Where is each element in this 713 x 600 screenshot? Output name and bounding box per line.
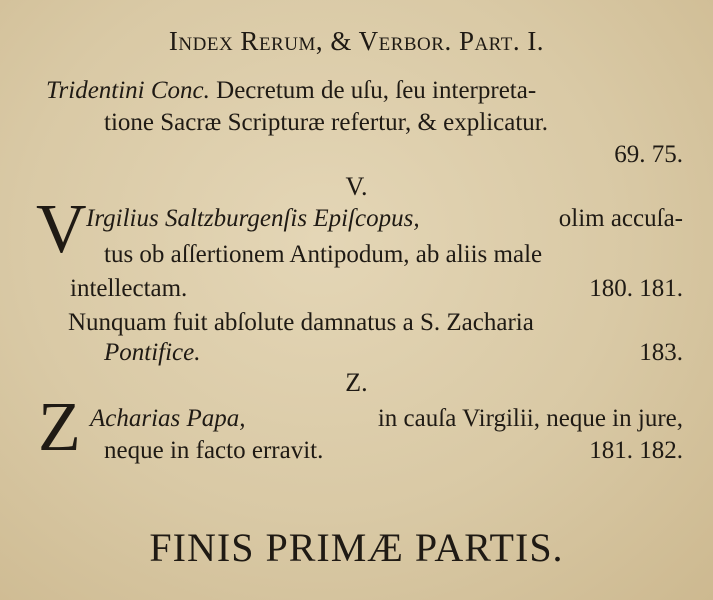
index-entry-virgilius-line2: tus ob aſſertionem Antipodum, ab aliis male — [104, 241, 543, 268]
index-entry-zacharias-line2: neque in facto erravit. — [104, 437, 324, 464]
index-entry-zacharias-line1 — [90, 404, 683, 434]
drop-cap-v: V — [36, 191, 87, 268]
page-reference: 181. 182. — [589, 437, 683, 464]
entry-text: Decretum de uſu, ſeu interpreta- — [216, 77, 537, 104]
page-reference: 183. — [639, 339, 683, 366]
entry-text: in cauſa Virgilii, neque in jure, — [377, 405, 683, 432]
section-letter-z: Z. — [345, 368, 368, 397]
index-entry-tridentini-line1 — [46, 76, 686, 106]
index-entry-virgilius-line1 — [86, 204, 683, 234]
index-entry-virgilius-line5: Pontifice. — [104, 339, 201, 366]
page-header: Index Rerum, & Verbor. Part. I. — [168, 26, 545, 56]
index-entry-tridentini-line2: tione Sacræ Scripturæ refertur, & explicatur. — [104, 109, 549, 136]
section-letter-v: V. — [345, 172, 368, 201]
entry-text: olim accuſa- — [558, 205, 683, 232]
finis-heading: FINIS PRIMÆ PARTIS. — [149, 525, 564, 570]
entry-term: Irgilius Saltzburgenſis Epiſcopus, — [86, 205, 420, 232]
page-reference: 180. 181. — [589, 275, 683, 302]
entry-term: Tridentini Conc. — [46, 77, 210, 104]
index-entry-virgilius-line3: intellectam. — [70, 275, 188, 302]
drop-cap-z: Z — [38, 389, 81, 466]
page-reference: 69. 75. — [614, 141, 683, 168]
entry-term: Acharias Papa, — [90, 405, 246, 432]
index-entry-virgilius-line4: Nunquam fuit abſolute damnatus a S. Zacharia — [68, 309, 534, 336]
